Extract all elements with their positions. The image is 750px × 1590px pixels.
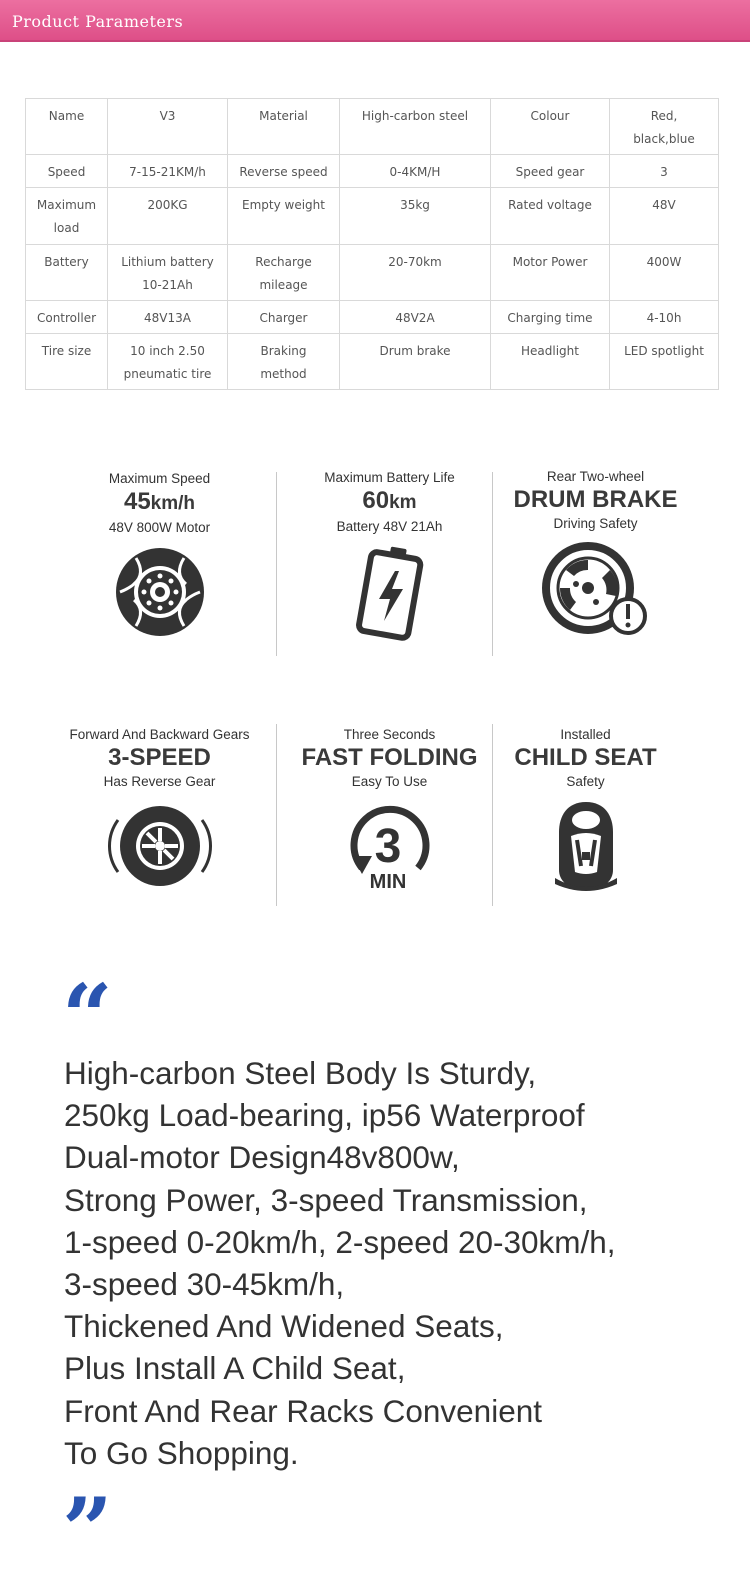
param-label-cell: Material (228, 99, 340, 155)
motor-icon (112, 544, 208, 640)
feature-max-speed (52, 470, 267, 640)
description-line: Strong Power, 3-speed Transmission, (64, 1181, 588, 1218)
description-line: Thickened And Widened Seats, (64, 1308, 504, 1345)
table-row (26, 334, 719, 390)
param-value-cell: Lithium battery 10-21Ah (108, 245, 228, 301)
description-line: Plus Install A Child Seat, (64, 1350, 406, 1387)
param-label-cell: Controller (26, 301, 108, 334)
feature-headline: 60km (362, 487, 417, 514)
feature-drum-brake (488, 468, 703, 636)
feature-top-label: Forward And Backward Gears (69, 727, 250, 742)
param-value-cell: 48V (610, 188, 719, 245)
product-description (64, 1052, 734, 1474)
feature-headline: 3-SPEED (108, 744, 211, 771)
feature-top-label: Maximum Battery Life (324, 470, 455, 485)
param-value-cell: V3 (108, 99, 228, 155)
description-line: Dual-motor Design48v800w, (64, 1139, 460, 1176)
table-row (26, 245, 719, 301)
param-label-cell: Braking method (228, 334, 340, 390)
param-value-cell: 3 (610, 155, 719, 188)
table-row (26, 99, 719, 155)
parameters-table (25, 98, 719, 390)
close-quote-mark: ” (62, 1478, 113, 1582)
param-label-cell: Colour (491, 99, 610, 155)
feature-headline: 45km/h (123, 488, 196, 515)
param-label-cell: Speed gear (491, 155, 610, 188)
feature-sub-label: Has Reverse Gear (103, 774, 216, 789)
table-row (26, 301, 719, 334)
description-line: 250kg Load-bearing, ip56 Waterproof (64, 1097, 585, 1134)
param-label-cell: Maximum load (26, 188, 108, 245)
description-line: To Go Shopping. (64, 1434, 299, 1471)
feature-fast-folding (282, 726, 497, 894)
param-label-cell: Reverse speed (228, 155, 340, 188)
param-label-cell: Tire size (26, 334, 108, 390)
divider (276, 724, 277, 906)
param-value-cell: LED spotlight (610, 334, 719, 390)
param-value-cell: 10 inch 2.50 pneumatic tire (108, 334, 228, 390)
battery-icon (355, 543, 425, 641)
param-value-cell: 7-15-21KM/h (108, 155, 228, 188)
description-line: 1-speed 0-20km/h, 2-speed 20-30km/h, (64, 1223, 616, 1260)
feature-sub-label: Driving Safety (553, 516, 638, 531)
param-value-cell: High-carbon steel (340, 99, 491, 155)
feature-sub-label: Safety (566, 774, 605, 789)
feature-top-label: Maximum Speed (108, 471, 211, 486)
param-value-cell: Drum brake (340, 334, 491, 390)
param-label-cell: Headlight (491, 334, 610, 390)
param-value-cell: 4-10h (610, 301, 719, 334)
param-label-cell: Recharge mileage (228, 245, 340, 301)
param-value-cell: 20-70km (340, 245, 491, 301)
feature-headline: CHILD SEAT (514, 744, 657, 771)
param-value-cell: 200KG (108, 188, 228, 245)
divider (276, 472, 277, 656)
description-line: Front And Rear Racks Convenient (64, 1392, 542, 1429)
param-label-cell: Battery (26, 245, 108, 301)
section-title: Product Parameters (12, 12, 184, 31)
feature-3-speed (52, 726, 267, 894)
svg-text:MIN: MIN (369, 871, 406, 893)
feature-top-label: Three Seconds (343, 727, 436, 742)
child-seat-icon (551, 798, 621, 894)
feature-sub-label: 48V 800W Motor (108, 520, 211, 535)
feature-child-seat (478, 726, 693, 894)
svg-text:3: 3 (374, 820, 401, 873)
wheel-icon (108, 798, 212, 894)
description-line: High-carbon Steel Body Is Sturdy, (64, 1055, 537, 1091)
param-label-cell: Name (26, 99, 108, 155)
param-value-cell: 0-4KM/H (340, 155, 491, 188)
open-quote-mark: “ (62, 964, 113, 1068)
param-label-cell: Rated voltage (491, 188, 610, 245)
param-label-cell: Empty weight (228, 188, 340, 245)
feature-sub-label: Easy To Use (351, 774, 428, 789)
feature-top-label: Rear Two-wheel (546, 469, 645, 484)
param-label-cell: Speed (26, 155, 108, 188)
param-value-cell: 35kg (340, 188, 491, 245)
table-row (26, 155, 719, 188)
three-minute-icon (342, 798, 438, 894)
param-label-cell: Motor Power (491, 245, 610, 301)
param-value-cell: 48V2A (340, 301, 491, 334)
description-line: 3-speed 30-45km/h, (64, 1266, 345, 1303)
feature-headline: FAST FOLDING (301, 744, 478, 771)
param-label-cell: Charger (228, 301, 340, 334)
feature-battery-life (282, 469, 497, 641)
table-row (26, 188, 719, 245)
section-header (0, 0, 750, 42)
feature-top-label: Installed (560, 727, 611, 742)
param-value-cell: Red, black,blue (610, 99, 719, 155)
feature-headline: DRUM BRAKE (513, 486, 678, 513)
param-label-cell: Charging time (491, 301, 610, 334)
feature-sub-label: Battery 48V 21Ah (336, 519, 443, 534)
param-value-cell: 400W (610, 245, 719, 301)
param-value-cell: 48V13A (108, 301, 228, 334)
drum-brake-icon (540, 540, 652, 636)
